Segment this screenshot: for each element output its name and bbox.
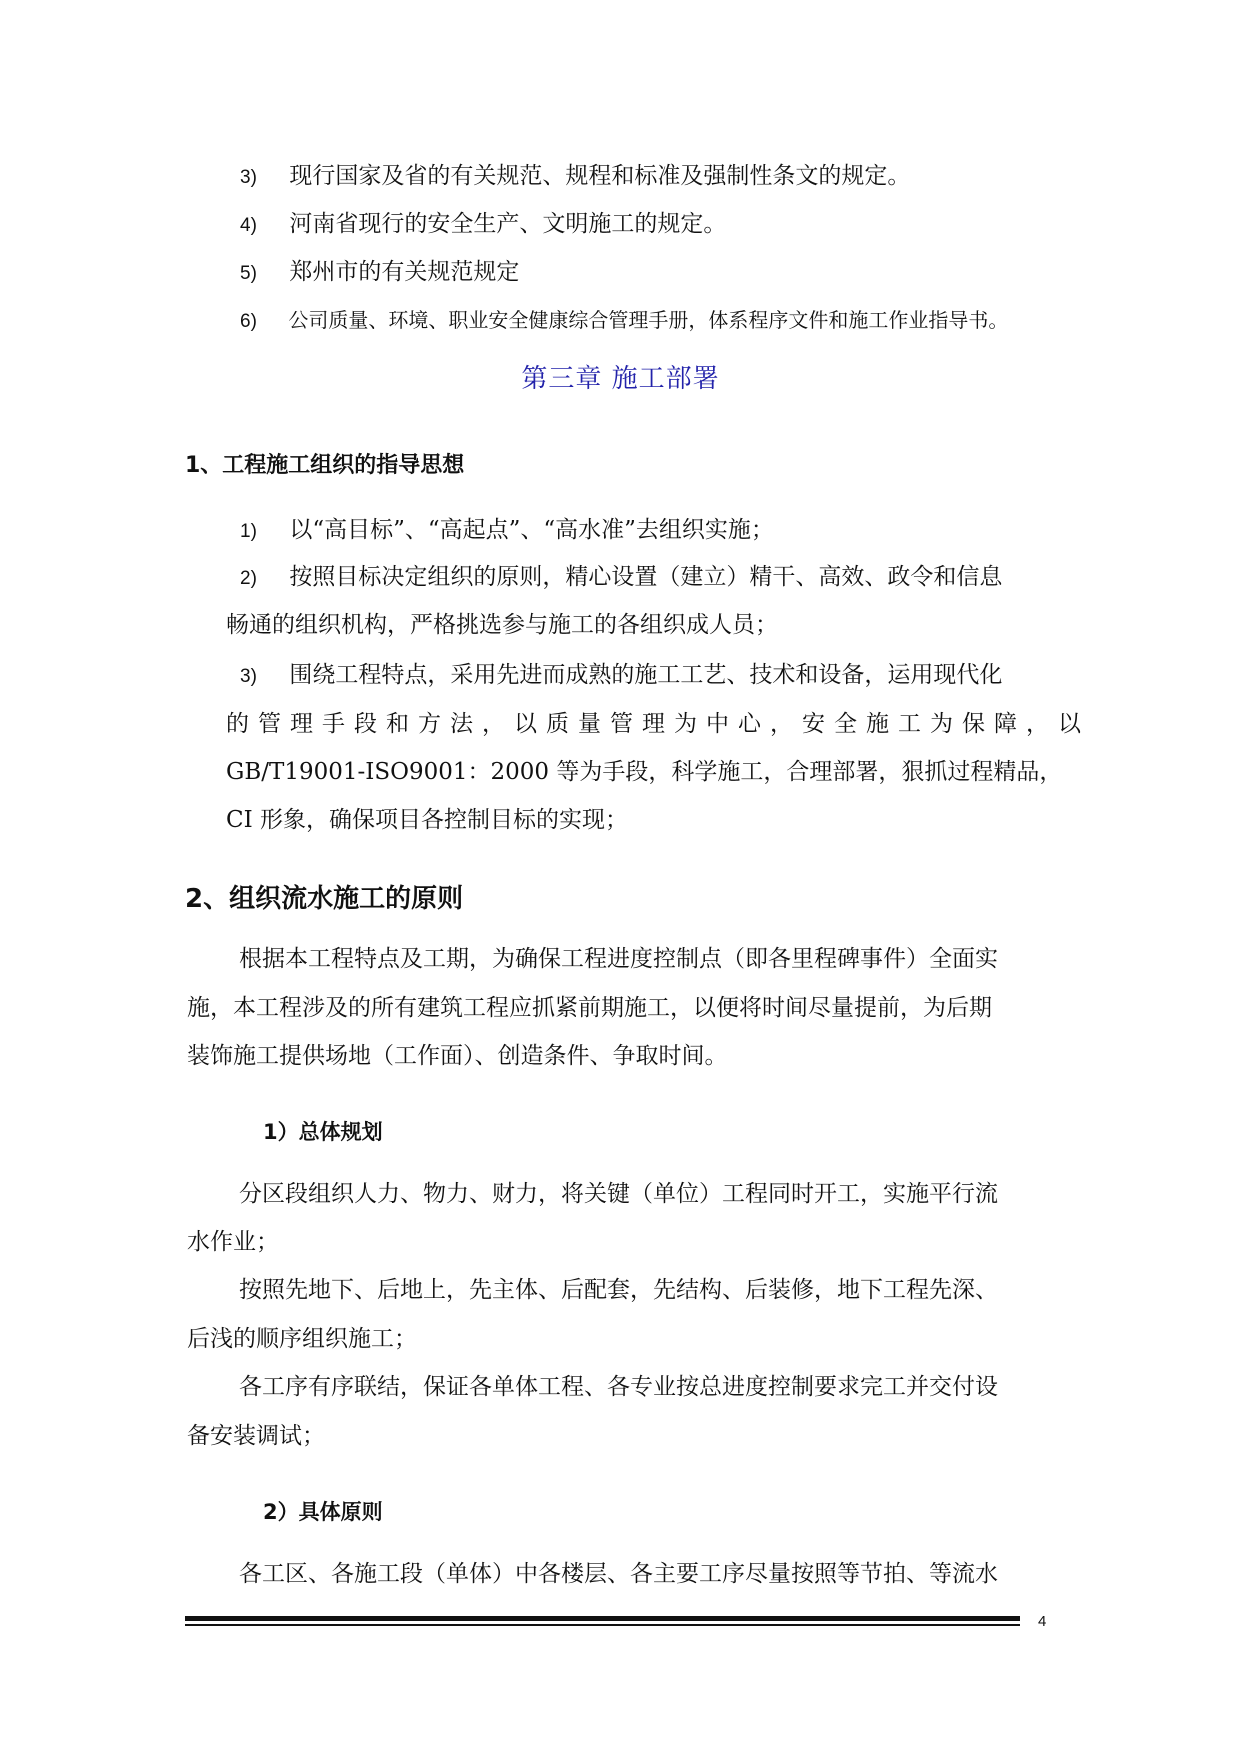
paragraph-line: CI 形象，确保项目各控制目标的实现； [226,807,628,833]
paragraph-line: 备安装调试； [187,1423,325,1449]
list-text: 河南省现行的安全生产、文明施工的规定。 [289,211,727,237]
list-item [240,562,1002,594]
section-heading: 2、组织流水施工的原则 [185,884,464,914]
paragraph-line: 施，本工程涉及的所有建筑工程应抓紧前期施工，以便将时间尽量提前，为后期 [187,995,992,1021]
footer-rule-thin [185,1624,1020,1626]
list-number: 1) [240,521,257,542]
list-text: 现行国家及省的有关规范、规程和标准及强制性条文的规定。 [289,163,911,189]
list-number: 3) [240,666,257,687]
paragraph-line: 根据本工程特点及工期，为确保工程进度控制点（即各里程碑事件）全面实 [239,946,998,972]
list-item [240,257,519,289]
subsection-heading: 2）具体原则 [263,1500,383,1524]
list-text: 公司质量、环境、职业安全健康综合管理手册，体系程序文件和施工作业指导书。 [288,308,1009,332]
list-text: 以“高目标”、“高起点”、“高水准”去组织实施； [289,517,774,543]
paragraph-line: 装饰施工提供场地（工作面）、创造条件、争取时间。 [187,1043,728,1069]
list-item [240,515,774,547]
list-number: 5) [240,263,257,284]
list-item [240,161,910,193]
list-text: 围绕工程特点，采用先进而成熟的施工工艺、技术和设备，运用现代化 [289,662,1003,688]
paragraph-line: 各工区、各施工段（单体）中各楼层、各主要工序尽量按照等节拍、等流水 [239,1561,998,1587]
paragraph-line: 水作业； [187,1229,279,1255]
list-text: 按照目标决定组织的原则，精心设置（建立）精干、高效、政令和信息 [289,564,1003,590]
chapter-title: 第三章 施工部署 [521,364,720,394]
list-number: 4) [240,215,257,236]
list-text: 郑州市的有关规范规定 [289,259,520,285]
paragraph-line: 各工序有序联结，保证各单体工程、各专业按总进度控制要求完工并交付设 [239,1374,998,1400]
list-item [240,660,1002,692]
list-item [240,305,1008,337]
paragraph-line: 按照先地下、后地上，先主体、后配套，先结构、后装修，地下工程先深、 [239,1277,998,1303]
subsection-heading: 1）总体规划 [263,1120,383,1144]
paragraph-line: 后浅的顺序组织施工； [187,1326,417,1352]
list-number: 6) [240,311,257,332]
list-number: 2) [240,568,257,589]
footer-rule [185,1616,1020,1621]
section-heading: 1、工程施工组织的指导思想 [185,453,465,478]
paragraph-line: GB/T19001-ISO9001：2000 等为手段，科学施工，合理部署，狠抓过程精品， [226,759,1063,785]
page-number: 4 [1038,1613,1047,1630]
paragraph-line: 分区段组织人力、物力、财力，将关键（单位）工程同时开工，实施平行流 [239,1181,998,1207]
paragraph-line: 的管理手段和方法，以质量管理为中心，安全施工为保障，以 [226,711,1090,737]
list-item [240,209,726,241]
list-number: 3) [240,167,257,188]
paragraph-line: 畅通的组织机构，严格挑选参与施工的各组织成人员； [226,612,778,638]
